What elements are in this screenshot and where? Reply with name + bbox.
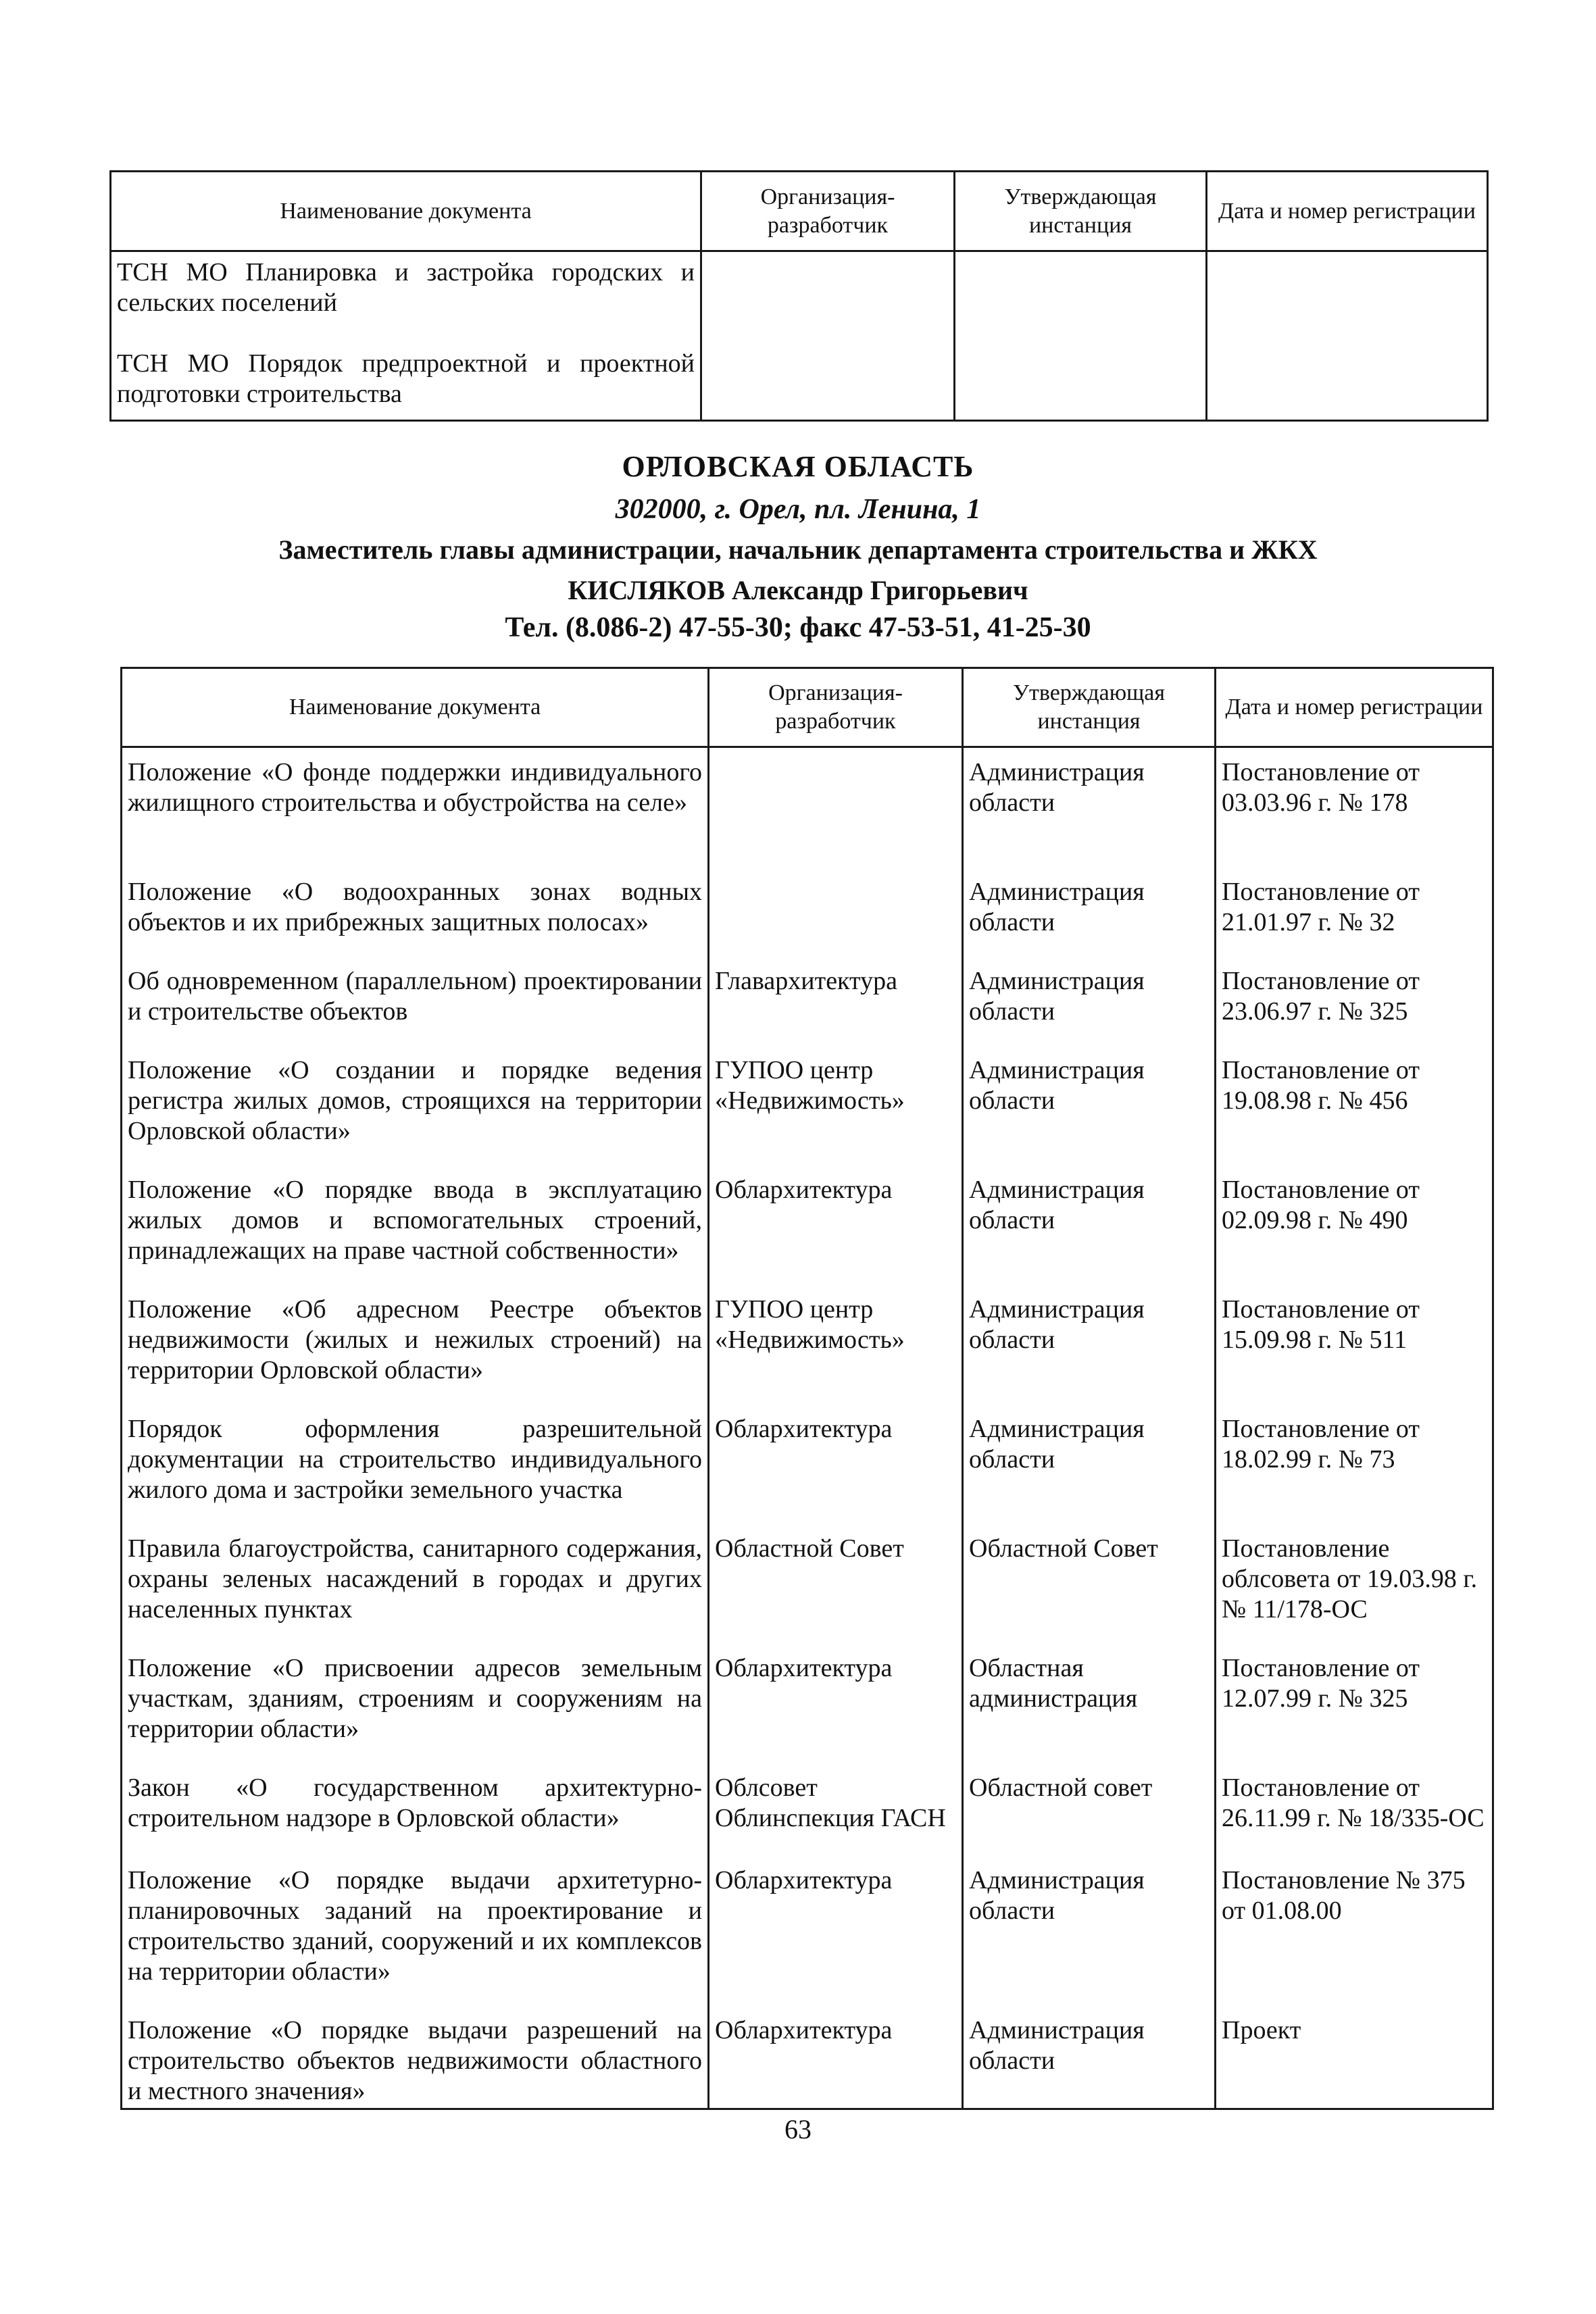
table-cell-developer bbox=[715, 757, 956, 849]
contact-phone: Тел. (8.086-2) 47-55-30; факс 47-53-51, 41-25-30 bbox=[505, 612, 1091, 643]
table-cell-registration: Постановление облсовета от 19.03.98 г. № 11/178-ОС bbox=[1222, 1534, 1478, 1624]
table-cell-approver: Администрация области bbox=[969, 1866, 1145, 1925]
table-cell-developer: Облархитектура bbox=[715, 1866, 893, 1894]
table-cell-registration: Постановление от 18.02.99 г. № 73 bbox=[1222, 1415, 1420, 1474]
developer-column bbox=[709, 747, 963, 2109]
table-cell-developer: Областной Совет bbox=[715, 1534, 904, 1563]
table-cell-doc: Положение «О порядке выдачи архитетурно-планировочных заданий на проектирование и строительство зданий, сооружений и их комплексов на территории области» bbox=[128, 1866, 702, 1986]
table-body-row bbox=[111, 251, 1488, 421]
page-number: 63 bbox=[784, 2114, 812, 2144]
table-cell-registration: Постановление от 03.03.96 г. № 178 bbox=[1222, 758, 1420, 817]
table-cell-registration: Постановление от 19.08.98 г. № 456 bbox=[1222, 1056, 1420, 1115]
official-position: Заместитель главы администрации, начальник департамента строительства и ЖКХ bbox=[278, 534, 1318, 565]
col-header-approver: Утверждающая инстанция bbox=[963, 668, 1216, 747]
region-title: ОРЛОВСКАЯ ОБЛАСТЬ bbox=[622, 450, 974, 483]
col-header-developer: Организация-разработчик bbox=[701, 172, 955, 251]
col-header-developer: Организация-разработчик bbox=[709, 668, 963, 747]
table-cell-registration: Постановление от 23.06.97 г. № 325 bbox=[1222, 967, 1420, 1026]
col-header-doc-name: Наименование документа bbox=[111, 172, 701, 251]
developer-column bbox=[701, 251, 955, 421]
table-cell-developer: Облархитектура bbox=[715, 1176, 893, 1204]
table-cell-doc: Положение «Об адресном Реестре объектов недвижимости (жилых и нежилых строений) на территории Орловской области» bbox=[128, 1295, 702, 1384]
table-cell-doc: Положение «О присвоении адресов земельным участкам, зданиям, строениям и сооружениям на территории области» bbox=[128, 1654, 702, 1743]
table-cell-doc: Положение «О порядке ввода в эксплуатацию жилых домов и вспомогательных строений, принадлежащих на праве частной собственности» bbox=[128, 1176, 702, 1265]
table-cell-developer: ГУПОО центр «Недвижимость» bbox=[715, 1056, 905, 1115]
table-cell-developer: Облархитектура bbox=[715, 1654, 893, 1682]
table-cell-approver: Администрация области bbox=[969, 758, 1145, 817]
table-cell-approver: Областная администрация bbox=[969, 1654, 1138, 1713]
table-cell-developer: ГУПОО центр «Недвижимость» bbox=[715, 1295, 905, 1354]
col-header-registration: Дата и номер регистрации bbox=[1207, 172, 1488, 251]
table-header-row bbox=[122, 668, 1493, 747]
registry-table-moscow-region bbox=[109, 170, 1489, 422]
table-cell-registration: Постановление от 12.07.99 г. № 325 bbox=[1222, 1654, 1420, 1713]
table-cell-registration: Постановление от 21.01.97 г. № 32 bbox=[1222, 878, 1420, 936]
registration-column bbox=[1207, 251, 1488, 421]
table-cell-doc: Положение «О создании и порядке ведения регистра жилых домов, строящихся на территории Орловской области» bbox=[128, 1056, 702, 1145]
table-cell-approver: Областной совет bbox=[969, 1774, 1153, 1802]
doc-name-column bbox=[111, 251, 701, 421]
table-cell-approver: Администрация области bbox=[969, 2016, 1145, 2075]
registration-column bbox=[1216, 747, 1493, 2109]
table-cell-doc: Правила благоустройства, санитарного содержания, охраны зеленых насаждений в городах и других населенных пунктах bbox=[128, 1534, 702, 1624]
region-address: 302000, г. Орел, пл. Ленина, 1 bbox=[615, 494, 981, 525]
table-cell-doc: Положение «О фонде поддержки индивидуального жилищного строительства и обустройства на селе» bbox=[128, 758, 702, 817]
table-cell-approver: Администрация области bbox=[969, 878, 1145, 936]
table-cell-doc: Закон «О государственном архитектурно-строительном надзоре в Орловской области» bbox=[128, 1774, 702, 1832]
official-name: КИСЛЯКОВ Александр Григорьевич bbox=[568, 575, 1028, 605]
table-cell-doc: ТСН МО Планировка и застройка городских и сельских поселений bbox=[117, 258, 695, 317]
col-header-approver: Утверждающая инстанция bbox=[955, 172, 1207, 251]
approver-column bbox=[955, 251, 1207, 421]
table-cell-approver: Администрация области bbox=[969, 1056, 1145, 1115]
doc-name-column bbox=[122, 747, 709, 2109]
table-cell-registration: Постановление от 15.09.98 г. № 511 bbox=[1222, 1295, 1420, 1354]
table-cell-developer bbox=[715, 877, 956, 938]
table-cell-approver: Администрация области bbox=[969, 1176, 1145, 1234]
table-cell-approver: Администрация области bbox=[969, 967, 1145, 1026]
registry-table-oryol-region bbox=[120, 667, 1494, 2110]
table-header-row bbox=[111, 172, 1488, 251]
table-cell-doc: ТСН МО Порядок предпроектной и проектной подготовки строительства bbox=[117, 349, 695, 408]
table-cell-registration: Проект bbox=[1222, 2016, 1301, 2044]
table-cell-registration: Постановление № 375 от 01.08.00 bbox=[1222, 1866, 1466, 1925]
table-cell-doc: Положение «О порядке выдачи разрешений на строительство объектов недвижимости областного и местного значения» bbox=[128, 2016, 702, 2105]
table-cell-developer: Облсовет Облинспекция ГАСН bbox=[715, 1774, 946, 1832]
approver-column bbox=[963, 747, 1216, 2109]
col-header-doc-name: Наименование документа bbox=[122, 668, 709, 747]
table-cell-doc: Об одновременном (параллельном) проектировании и строительстве объектов bbox=[128, 967, 702, 1026]
table-cell-doc: Порядок оформления разрешительной документации на строительство индивидуального жилого дома и застройки земельного участка bbox=[128, 1415, 702, 1504]
table-cell-approver: Администрация области bbox=[969, 1415, 1145, 1474]
table-cell-developer: Облархитектура bbox=[715, 2016, 893, 2044]
table-cell-registration: Постановление от 26.11.99 г. № 18/335-ОС bbox=[1222, 1774, 1485, 1832]
table-cell-developer: Главархитектура bbox=[715, 967, 897, 995]
table-cell-doc: Положение «О водоохранных зонах водных объектов и их прибрежных защитных полосах» bbox=[128, 878, 702, 936]
table-body-row bbox=[122, 747, 1493, 2109]
table-cell-registration: Постановление от 02.09.98 г. № 490 bbox=[1222, 1176, 1420, 1234]
table-cell-developer: Облархитектура bbox=[715, 1415, 893, 1443]
table-cell-approver: Администрация области bbox=[969, 1295, 1145, 1354]
col-header-registration: Дата и номер регистрации bbox=[1216, 668, 1493, 747]
table-cell-approver: Областной Совет bbox=[969, 1534, 1158, 1563]
